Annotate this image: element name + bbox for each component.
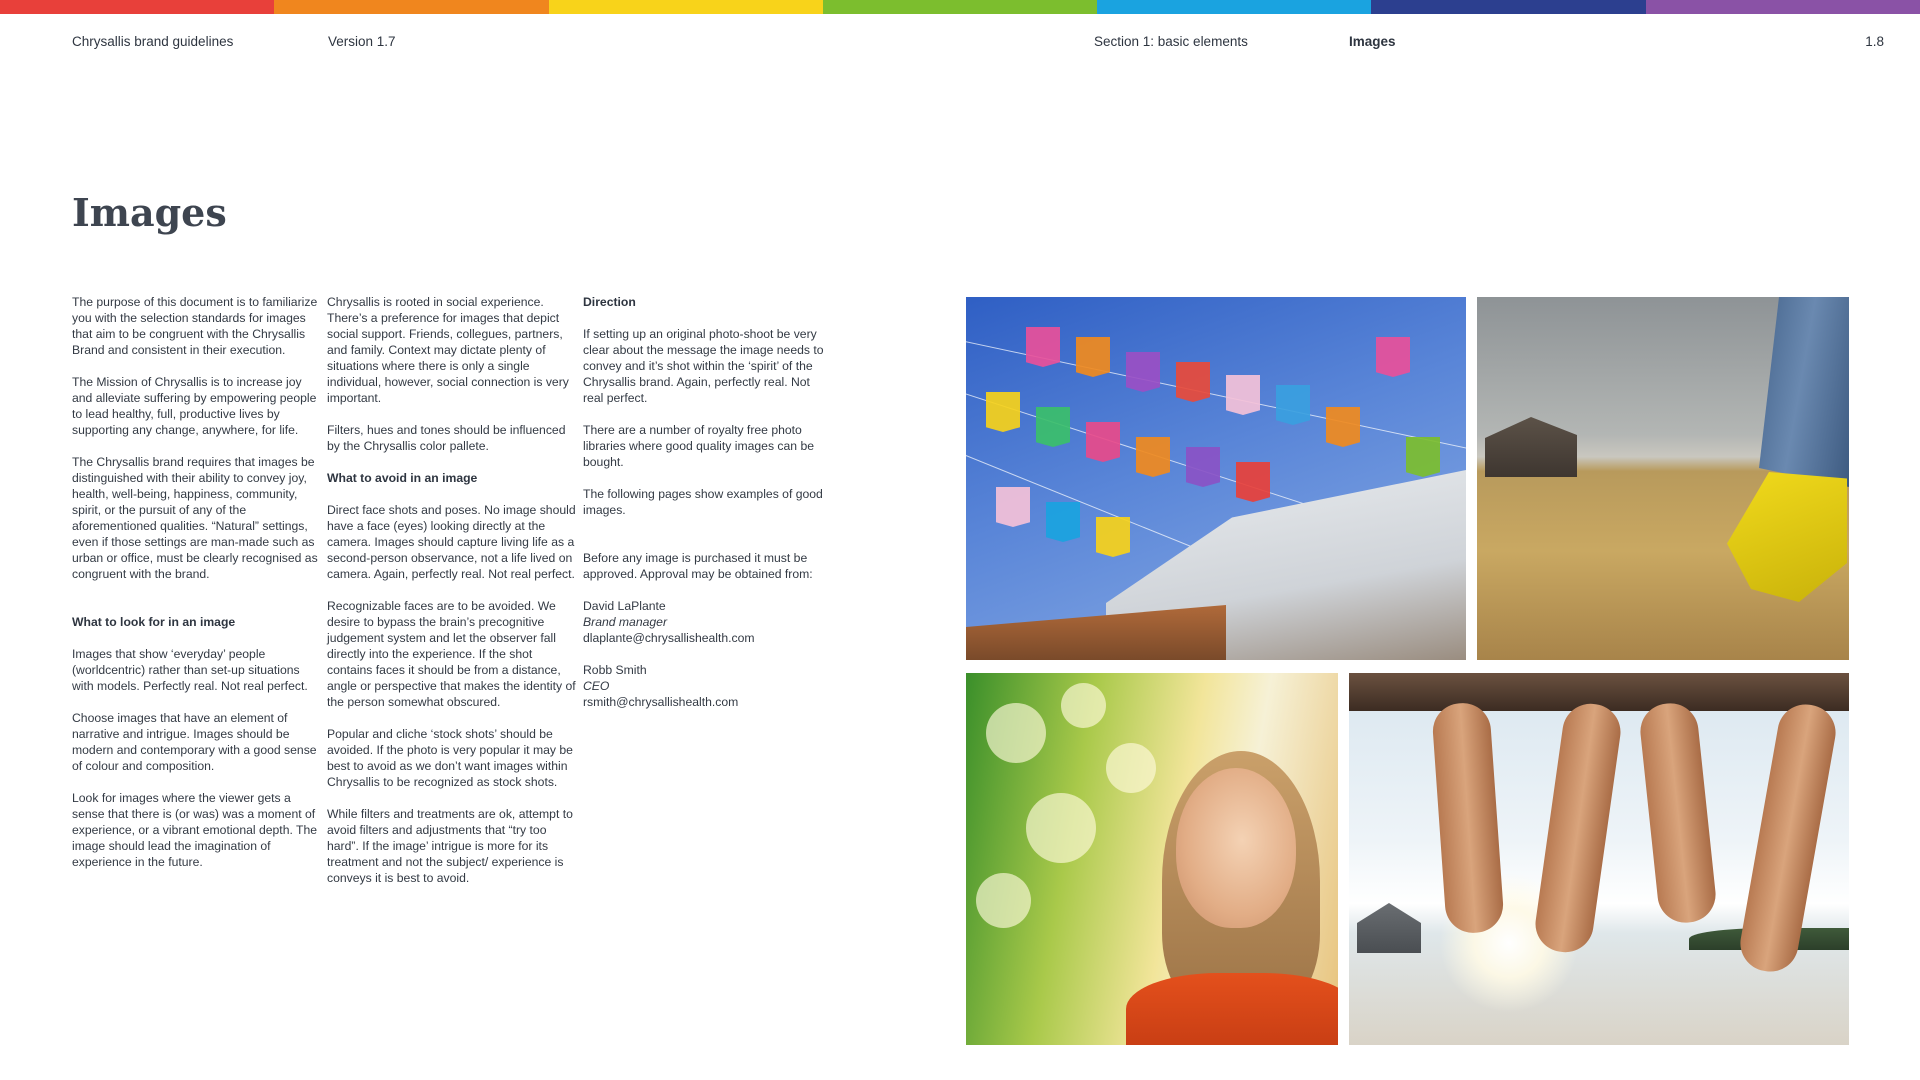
avoid-paragraph-3: Popular and cliche ‘stock shots’ should be avoided. If the photo is very popular it may be best to avoid as we don’t want images within Chrysallis to be recognized as stock shots. [327, 727, 573, 789]
avoid-paragraph-1: Direct face shots and poses. No image should have a face (eyes) looking directly at the camera. Images should capture living life as a second-person observance, not a life lived on camera. Again, perfectly real. Not real perfect. [327, 503, 576, 581]
leg [1638, 701, 1719, 926]
mission-paragraph: The Mission of Chrysallis is to increase joy and alleviate suffering by empowering people to lead healthy, full, productive lives by supporting any change, anywhere, for life. [72, 375, 317, 437]
old-barn [1485, 417, 1577, 477]
color-bar-blue [1097, 0, 1371, 14]
photo-papel-picado-flags [966, 297, 1466, 660]
contact-email: rsmith@chrysallishealth.com [583, 695, 739, 709]
flag [1326, 407, 1360, 447]
contact-david [583, 598, 833, 646]
flag [1126, 352, 1160, 392]
social-experience-paragraph: Chrysallis is rooted in social experience. There’s a preference for images that depict social support. Friends, collegues, partners, and family. Context may dictate plenty of situations where there is only a single individual, however, social connection is very important. [327, 295, 569, 405]
leg [1532, 700, 1624, 956]
look-for-paragraph-2: Choose images that have an element of narrative and intrigue. Images should be modern and contemporary with a good sense of colour and composition. [72, 711, 317, 773]
flag [1226, 375, 1260, 415]
direction-heading: Direction [583, 295, 636, 309]
photo-field-with-boot [1477, 297, 1849, 660]
contact-name: David LaPlante [583, 599, 666, 613]
bokeh-light [976, 873, 1031, 928]
flag [1276, 385, 1310, 425]
page-title: Images [72, 190, 227, 235]
tiled-roof [966, 605, 1226, 660]
brand-requirements-paragraph: The Chrysallis brand requires that images be distinguished with their ability to convey joy, health, well-being, happiness, community, spirit, or the pursuit of any of the aforementioned qualities. “Natural” settings, even if those settings are man-made such as urban or office, must be clearly recognised as congruent with the brand. [72, 455, 318, 581]
current-section-label: Images [1349, 34, 1396, 49]
look-for-paragraph-3: Look for images where the viewer gets a sense that there is (or was) was a moment of experience, or a vibrant emotional depth. The image should lead the imagination of experience in the future. [72, 791, 318, 869]
direction-paragraph-3: The following pages show examples of good images. [583, 487, 823, 517]
color-bar-orange [274, 0, 548, 14]
contact-email: dlaplante@chrysallishealth.com [583, 631, 755, 645]
avoid-paragraph-4: While filters and treatments are ok, attempt to avoid filters and adjustments that “try too hard”. If the image’ intrigue is more for its treatment and not the subject/ experience is conveys it is best to avoid. [327, 807, 573, 885]
stilt-hut [1349, 903, 1429, 953]
contact-name: Robb Smith [583, 663, 647, 677]
column-2 [327, 294, 577, 902]
direction-paragraph-1: If setting up an original photo-shoot be very clear about the message the image needs to convey and it’s shot within the ‘spirit’ of the Chrysallis brand. Again, perfectly real. Not real perfect. [583, 327, 824, 405]
orange-shirt [1126, 973, 1338, 1045]
leg [1431, 701, 1505, 934]
photo-legs-over-beach [1349, 673, 1849, 1045]
flag [986, 392, 1020, 432]
doc-version: Version 1.7 [328, 34, 396, 49]
spacer [583, 534, 833, 550]
color-bar-purple [1646, 0, 1920, 14]
bokeh-light [1106, 743, 1156, 793]
bokeh-light [1061, 683, 1106, 728]
approval-paragraph: Before any image is purchased it must be approved. Approval may be obtained from: [583, 551, 813, 581]
color-bar-green [823, 0, 1097, 14]
avoid-paragraph-2: Recognizable faces are to be avoided. We desire to bypass the brain’s precognitive judgement system and let the observer fall directly into the experience. If the shot contains faces it should be from a distance, angle or perspective that makes the identity of the person somewhat obscured. [327, 599, 576, 709]
contact-robb [583, 662, 833, 710]
page-number: 1.8 [1865, 34, 1884, 49]
bokeh-light [986, 703, 1046, 763]
spacer [72, 598, 322, 614]
flag [996, 487, 1030, 527]
flag [1076, 337, 1110, 377]
jeans-leg [1749, 297, 1849, 487]
direction-paragraph-2: There are a number of royalty free photo libraries where good quality images can be bought. [583, 423, 815, 469]
contact-role: CEO [583, 679, 610, 693]
column-1 [72, 294, 322, 886]
flag [1186, 447, 1220, 487]
what-to-look-for-heading: What to look for in an image [72, 615, 236, 629]
bokeh-light [1026, 793, 1096, 863]
doc-title: Chrysallis brand guidelines [72, 34, 234, 49]
flag [1376, 337, 1410, 377]
color-bar [0, 0, 1920, 14]
flag [1136, 437, 1170, 477]
face [1176, 768, 1296, 928]
flag [1046, 502, 1080, 542]
flag [1086, 422, 1120, 462]
color-bar-yellow [549, 0, 823, 14]
intro-paragraph: The purpose of this document is to familiarize you with the selection standards for images that aim to be congruent with the Chrysallis Brand and consistent in their execution. [72, 295, 318, 357]
photo-woman-in-forest [966, 673, 1338, 1045]
what-to-avoid-heading: What to avoid in an image [327, 471, 478, 485]
flag [1406, 437, 1440, 477]
flag [1096, 517, 1130, 557]
flag [1236, 462, 1270, 502]
filters-paragraph: Filters, hues and tones should be influenced by the Chrysallis color pallete. [327, 423, 566, 453]
color-bar-navy [1371, 0, 1645, 14]
flag [1176, 362, 1210, 402]
flag [1026, 327, 1060, 367]
flag [1036, 407, 1070, 447]
yellow-boot [1727, 472, 1847, 602]
column-3 [583, 294, 833, 726]
color-bar-red [0, 0, 274, 14]
section-label: Section 1: basic elements [1094, 34, 1248, 49]
look-for-paragraph-1: Images that show ‘everyday’ people (worldcentric) rather than set-up situations with models. Perfectly real. Not real perfect. [72, 647, 308, 693]
contact-role: Brand manager [583, 615, 668, 629]
